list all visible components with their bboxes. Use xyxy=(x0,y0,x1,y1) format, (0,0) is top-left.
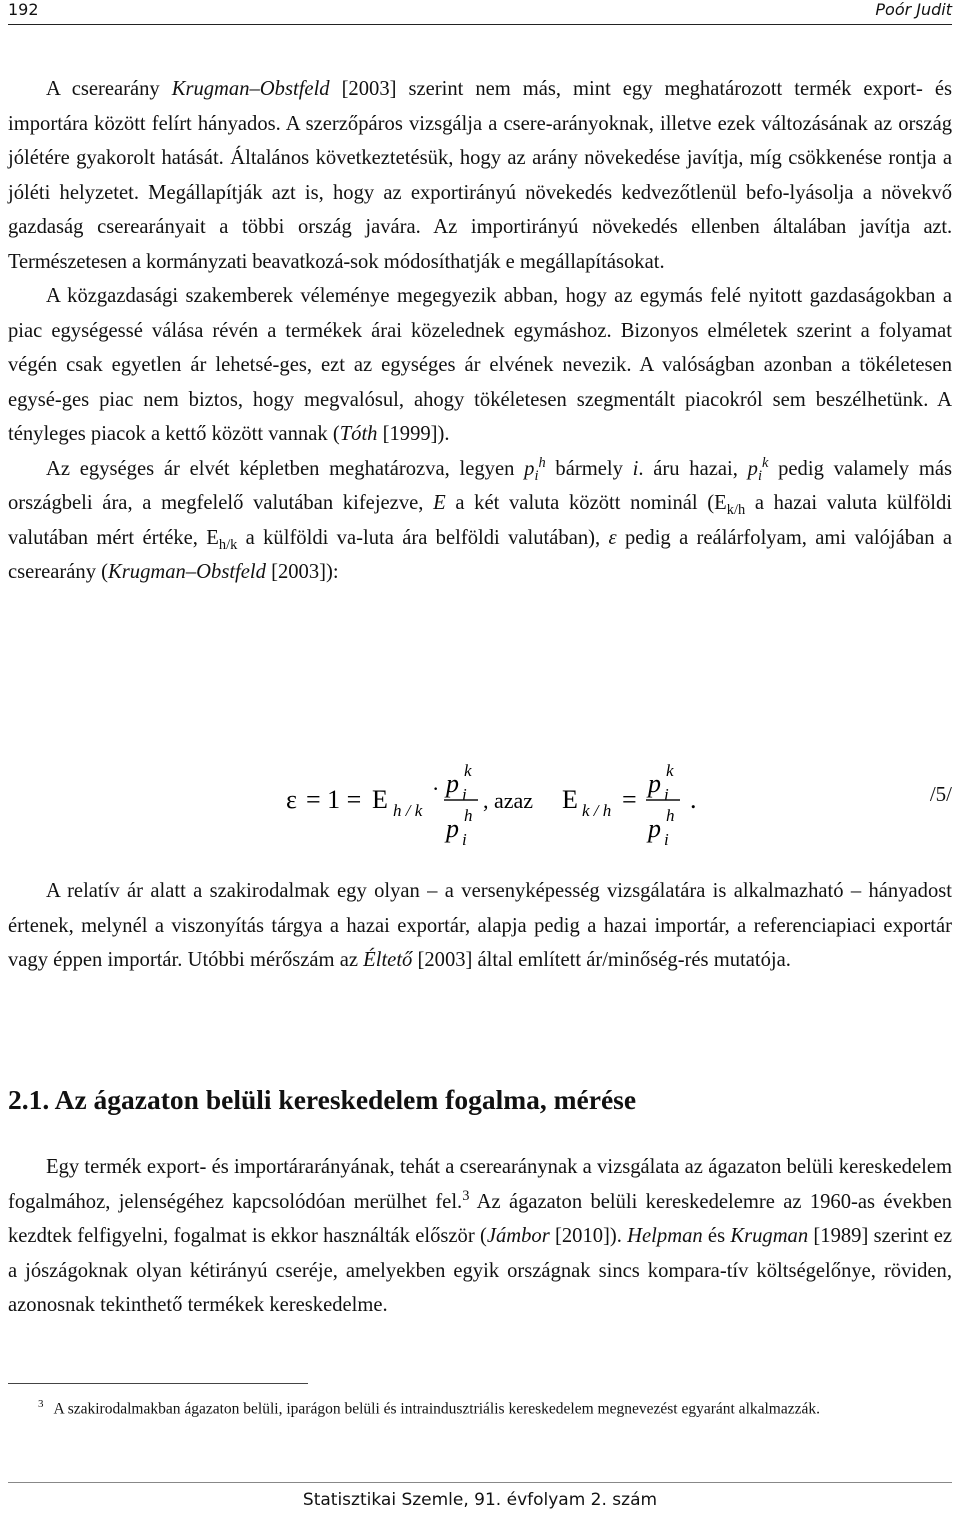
eq-equals-one: = 1 = xyxy=(306,785,362,814)
footnote-rule xyxy=(8,1383,308,1384)
running-header xyxy=(8,0,952,22)
eq-num2-p: p xyxy=(648,769,661,798)
paragraph-3: Az egységes ár elvét képletben meghatározva, legyen $p_i^h$ bármely i. áru hazai, $p_i^k$ pedig valamely más országbeli ára, a megfelelő valutában kifejezve, E a két valuta között nominál ($E_{k/h}$ a hazai valuta külföldi valutában mért értéke, $E_{h/k}$ a külföldi va-luta ára belföldi valutában), ε pedig a reálárfolyam, ami valójában a cserearány (Krugman–Obstfeld [2003]): xyxy=(8,454,952,583)
eq-sub-kh: k / h xyxy=(582,801,612,820)
eq-sub-hk: h / k xyxy=(393,801,423,820)
equation-label: /5/ xyxy=(929,782,952,806)
paragraph-5: Egy termék export- és importárarányának, tehát a cserearánynak a vizsgálata az ágazaton belüli kereskedelem fogalmához, jelenségéhez kapcsolódóan merülhet fel.$^3$ Az ágazaton belüli kereskedelemre az 1960-as években kezdtek felfigyelni, fogalmat is ekkor használták először (Jámbor [2010]). Helpman és Krugman [1989] szerint ez a jószágoknak olyan kétirányú cseréje, amelyekben egyik országnak sincs kompara-tív költségelőnye, röviden, azonosnak tekinthető termékek kereskedelme. xyxy=(8,1156,953,1316)
body-text-upper xyxy=(8,72,952,590)
eq-period: . xyxy=(690,785,697,814)
eq-den1-p: p xyxy=(446,814,459,843)
footnote xyxy=(8,1392,952,1422)
eq-num1-i: i xyxy=(462,785,467,804)
eq-den2-i: i xyxy=(664,830,669,849)
footnote-text: A szakirodalmakban ágazaton belüli, iparágon belüli és intraindusztriális kereskedelem megnevezést egyaránt alkalmazzák. xyxy=(53,1400,821,1418)
eq-dot: · xyxy=(432,776,440,801)
equation-graphic xyxy=(0,750,960,860)
body-text-lower xyxy=(8,1150,952,1323)
eq-num1-p: p xyxy=(446,769,459,798)
eq-E2: E xyxy=(562,785,578,814)
paragraph-2: A közgazdasági szakemberek véleménye megegyezik abban, hogy az egymás felé nyitott gazdaságokban a piac egységessé válása révén a termékek árai közelednek egymáshoz. Bizonyos elméletek szerint a folyamat végén csak egyetlen ár lehetsé-ges, ezt az egységes ár elvének nevezik. A valóságban azonban a tökéletesen egysé-ges piac nem biztos, hogy megvalósul, ahogy tökéletesen szegmentált piacokról sem beszélhetünk. A tényleges piacok a kettő között vannak (Tóth [1999]). xyxy=(8,285,953,445)
eq-num2-i: i xyxy=(664,785,669,804)
eq-azaz: , azaz xyxy=(483,788,534,813)
body-text-middle xyxy=(8,874,952,978)
eq-epsilon: ε xyxy=(286,785,297,814)
eq-den1-h: h xyxy=(464,806,473,825)
paragraph-4: A relatív ár alatt a szakirodalmak egy olyan – a versenyképesség vizsgálatára is alkalmazható – hányadost értenek, melynél a viszonyítás tárgya a hazai exportár, alapja pedig a hazai importár, a referenciapiaci exportár vagy éppen importár. Utóbbi mérőszám az Éltető [2003] által említett ár/minőség-rés mutatója. xyxy=(8,880,952,971)
section-heading: 2.1. Az ágazaton belüli kereskedelem fogalma, mérése xyxy=(8,1084,637,1115)
footnote-reference: 3 xyxy=(462,1187,470,1204)
running-author: Poór Judit xyxy=(875,0,952,19)
footnote-number: 3 xyxy=(38,1398,44,1410)
header-rule xyxy=(8,24,952,25)
page-number: 192 xyxy=(8,0,39,19)
eq-E1: E xyxy=(372,785,388,814)
eq-den1-i: i xyxy=(462,830,467,849)
eq-den2-p: p xyxy=(648,814,661,843)
eq-num1-k: k xyxy=(464,761,472,780)
eq-equals: = xyxy=(622,785,637,814)
paragraph-1: A cserearány Krugman–Obstfeld [2003] szerint nem más, mint egy meghatározott termék export- és importára között felírt hányados. A szerzőpáros vizsgálja a csere-arányoknak, illetve ezek változásának az ország jólétére gyakorolt hatását. Általános következtetésük, hogy az arány növekedése javítja, míg csökkenése rontja a jóléti helyzetet. Megállapítják azt is, hogy az exportirányú növekedés kedvezőtlenül befo-lyásolja a növekvő gazdaság cserearányait a többi ország javára. Az importirányú növekedés ellenben általában javítja azt. Természetesen a kormányzati beavatkozá-sok módosíthatják e megállapításokat. xyxy=(8,78,953,273)
running-footer: Statisztikai Szemle, 91. évfolyam 2. szám xyxy=(302,1490,658,1510)
eq-den2-h: h xyxy=(666,806,675,825)
eq-num2-k: k xyxy=(666,761,674,780)
equation-5 xyxy=(0,750,960,860)
footer-rule xyxy=(8,1482,952,1483)
